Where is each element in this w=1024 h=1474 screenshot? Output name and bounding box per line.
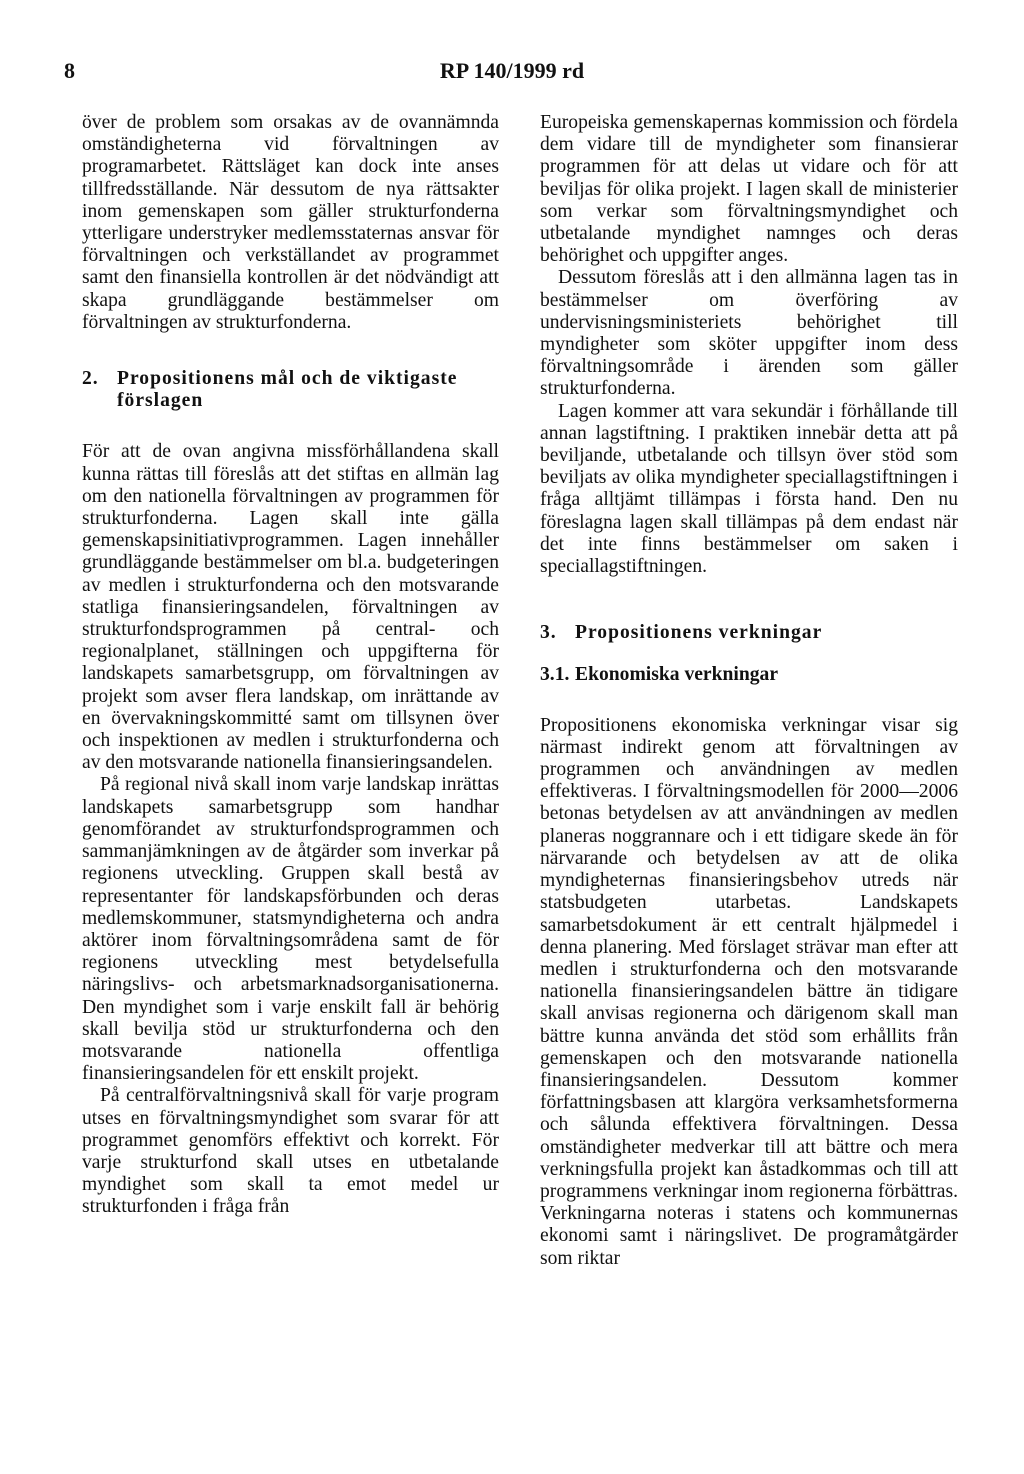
document-id: RP 140/1999 rd <box>439 58 585 83</box>
paragraph: över de problem som orsakas av de ovannämnda omständigheterna vid förvaltningen av programarbetet. Rättsläget kan dock inte anses tillfredsställande. När dessutom de nya rättsakter inom gemenskapen som gäller strukturfonderna ytterligare understryker medlemsstaternas ansvar för förvaltningen och verkställandet av programmet samt den finansiella kontrollen är det nödvändigt att skapa grundläggande bestämmelser om förvaltningen av strukturfonderna. <box>82 112 499 333</box>
paragraph: På centralförvaltningsnivå skall för varje program utses en förvaltningsmyndighet som svarar för att programmet genomförs effektivt och korrekt. För varje strukturfond skall utses en utbetalande myndighet som skall ta emot medel ur strukturfonden i fråga från <box>82 1085 499 1218</box>
paragraph: Dessutom föreslås att i den allmänna lagen tas in bestämmelser om överföring av undervisningsministeriets behörighet till myndigheter som sköter uppgifter inom dess förvaltningsområde i ärenden som gäller strukturfonderna. <box>540 267 958 400</box>
page-header <box>0 58 1024 88</box>
section-heading-3 <box>540 622 958 644</box>
section-title: Propositionens mål och de viktigaste förslagen <box>117 368 458 412</box>
paragraph: På regional nivå skall inom varje landskap inrättas landskapets samarbetsgrupp som handhar genomförandet av strukturfondsprogrammen och sammanjämkningen av de åtgärder som inverkar på regionens utveckling. Gruppen skall bestå av representanter för landskapsförbunden och deras medlemskommuner, statsmyndigheterna och andra aktörer inom förvaltningsområdena samt de för regionens utveckling mest betydelsefulla näringslivs- och arbetsmarknadsorganisationerna. Den myndighet som i varje enskilt fall är behörig skall bevilja stöd ur strukturfonderna och den motsvarande nationella offentliga finansieringsandelen för ett enskilt projekt. <box>82 774 499 1085</box>
section-title: Ekonomiska verkningar <box>575 664 779 686</box>
section-number: 3.1. <box>540 664 570 686</box>
section-title: Propositionens verkningar <box>575 622 823 644</box>
paragraph: Europeiska gemenskapernas kommission och fördela dem vidare till de myndigheter som finansierar programmen för att delas ut vidare och för att beviljas för olika projekt. I lagen skall de ministerier som verkar som förvaltningsmyndighet och utbetalande myndighet namnges och deras behörighet och uppgifter anges. <box>540 112 958 267</box>
paragraph: För att de ovan angivna missförhållandena skall kunna rättas till föreslås att det stiftas en allmän lag om den nationella förvaltningen av programmen för strukturfonderna. Lagen skall inte gälla gemenskapsinitiativprogrammen. Lagen innehåller grundläggande bestämmelser om bl.a. budgeteringen av medlen i strukturfonderna och den motsvarande statliga finansieringsandelen, förvaltningen av strukturfondsprogrammen på central- och regionalplanet, ställningen och uppgifterna för landskapets samarbetsgrupp, om förvaltningen av projekt som avser flera landskap, om inrättande av en övervakningskommitté samt om tillsynen över och inspektionen av medlen i strukturfonderna och av den motsvarande nationella finansieringsandelen. <box>82 441 499 774</box>
section-heading-3-1 <box>540 664 958 686</box>
paragraph: Propositionens ekonomiska verkningar visar sig närmast indirekt genom att förvaltningen av programmen och användningen av medlen effektiveras. I förvaltningsmodellen för 2000—2006 betonas betydelsen av att användningen av medlen planeras noggrannare och i ett tidigare skede än för närvarande och betydelsen av att de olika myndigheternas finansieringsbehov utreds när statsbudgeten utarbetas. Landskapets samarbetsdokument är ett centralt hjälpmedel i denna planering. Med förslaget strävar man efter att medlen i strukturfonderna och den motsvarande nationella finansieringsandelen bättre än tidigare skall anvisas regionerna och därigenom skall man bättre kunna använda det stöd som erhållits från gemenskapen och den motsvarande nationella finansieringsandelen. Dessutom kommer författningsbasen att klargöra verksamhetsformerna och sålunda effektivera förvaltningen. Dessa omständigheter medverkar till att bättre och mera verkningsfulla projekt kan åstadkommas och till att programmens verkningar inom regionerna förbättras. Verkningarna noteras i statens och kommunernas ekonomi samt i näringslivet. De programåtgärder som riktar <box>540 714 958 1269</box>
left-column <box>82 112 499 1219</box>
section-number: 2. <box>82 368 99 390</box>
section-heading-2 <box>82 368 499 412</box>
right-column <box>540 112 958 1270</box>
paragraph: Lagen kommer att vara sekundär i förhållande till annan lagstiftning. I praktiken innebär detta att på beviljande, utbetalande och tillsyn över stöd som beviljats av olika myndigheter speciallagstiftningen i fråga alltjämt tillämpas i första hand. Den nu föreslagna lagen skall tillämpas på dem endast när det inte finns bestämmelser om saken i speciallagstiftningen. <box>540 400 958 578</box>
section-number: 3. <box>540 622 557 644</box>
page-number: 8 <box>64 58 75 83</box>
